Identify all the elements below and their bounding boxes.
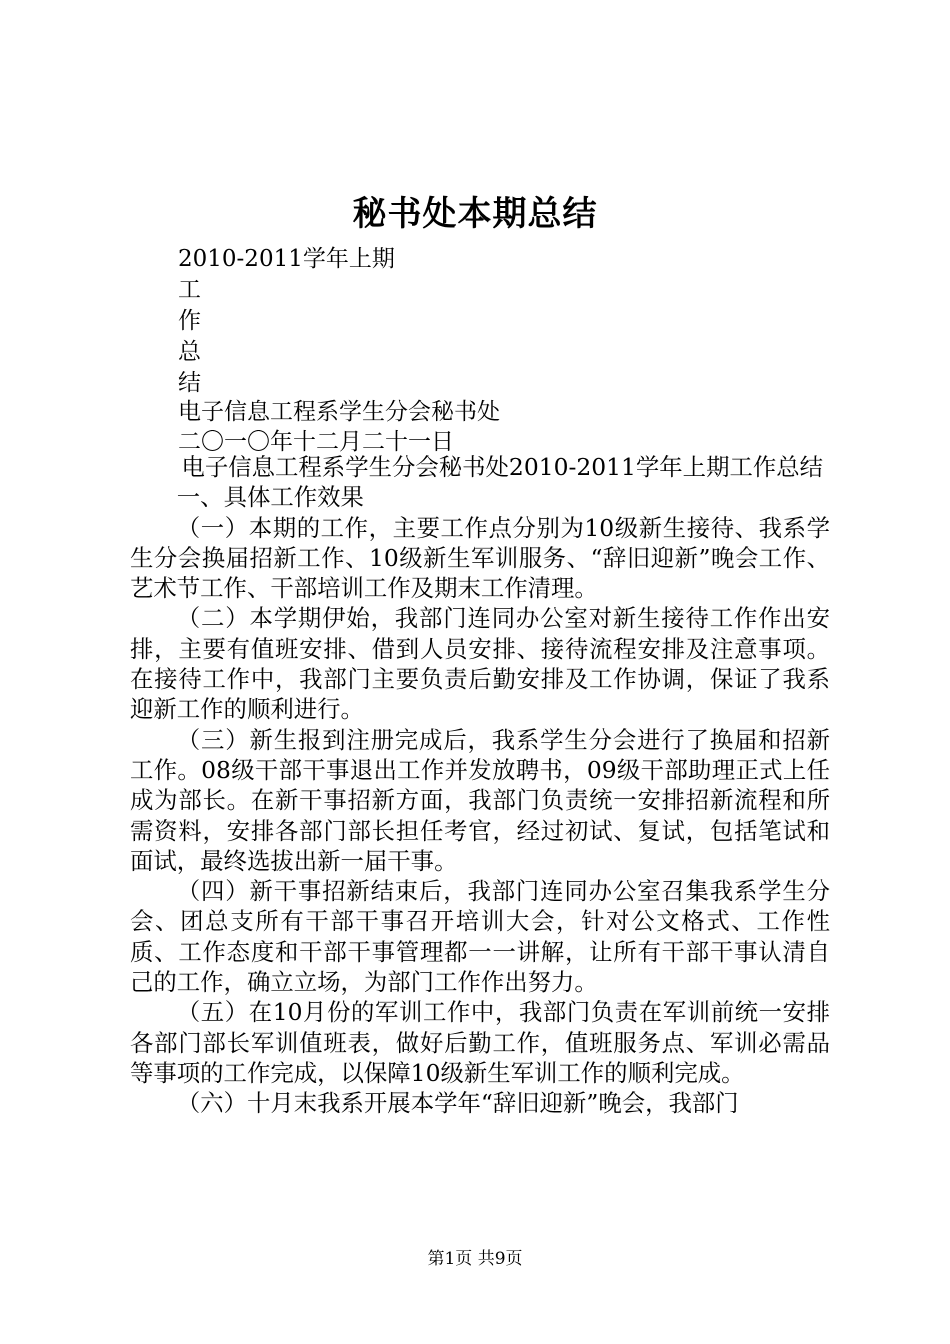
paragraph-3: （三）新生报到注册完成后，我系学生分会进行了换届和招新工作。08级干部干事退出工作并发放聘书，09级干部助理正式上任成为部长。在新干事招新方面，我部门负责统一安排招新流程和所需资料，安排各部门部长担任考官，经过初试、复试，包括笔试和面试，最终选拔出新一届干事。 [130,725,830,875]
vertical-char-4: 结 [178,370,201,396]
body-heading: 电子信息工程系学生分会秘书处2010-2011学年上期工作总结 [181,453,824,481]
paragraph-5: （五）在10月份的军训工作中，我部门负责在军训前统一安排各部门部长军训值班表，做好后勤工作，值班服务点、军训必需品等事项的工作完成，以保障10级新生军训工作的顺利完成。 [130,998,830,1087]
paragraph-2: （二）本学期伊始，我部门连同办公室对新生接待工作作出安排，主要有值班安排、借到人员安排、接待流程安排及注意事项。在接待工作中，我部门主要负责后勤安排及工作协调，保证了我系迎新工作的顺利进行。 [130,604,830,724]
paragraph-4: （四）新干事招新结束后，我部门连同办公室召集我系学生分会、团总支所有干部干事召开培训大会，针对公文格式、工作性质、工作态度和干部干事管理都一一讲解，让所有干部干事认清自己的工作，确立立场，为部门工作作出努力。 [130,877,830,997]
section-heading: 一、具体工作效果 [176,483,364,512]
vertical-char-2: 作 [178,308,201,334]
paragraph-6: （六）十月末我系开展本学年“辞旧迎新”晚会，我部门 [176,1089,739,1118]
year-line: 2010-2011学年上期 [178,246,395,272]
paragraph-1: （一）本期的工作，主要工作点分别为10级新生接待、我系学生分会换届招新工作、10级新生军训服务、“辞旧迎新”晚会工作、艺术节工作、干部培训工作及期末工作清理。 [130,513,830,603]
page-number: 第1页 共9页 [427,1249,523,1269]
vertical-char-3: 总 [178,339,201,365]
document-body [130,452,830,1119]
document-date: 二〇一〇年十二月二十一日 [178,429,454,455]
organization-name: 电子信息工程系学生分会秘书处 [178,399,500,425]
document-title: 秘书处本期总结 [352,194,598,234]
vertical-char-1: 工 [178,277,201,303]
